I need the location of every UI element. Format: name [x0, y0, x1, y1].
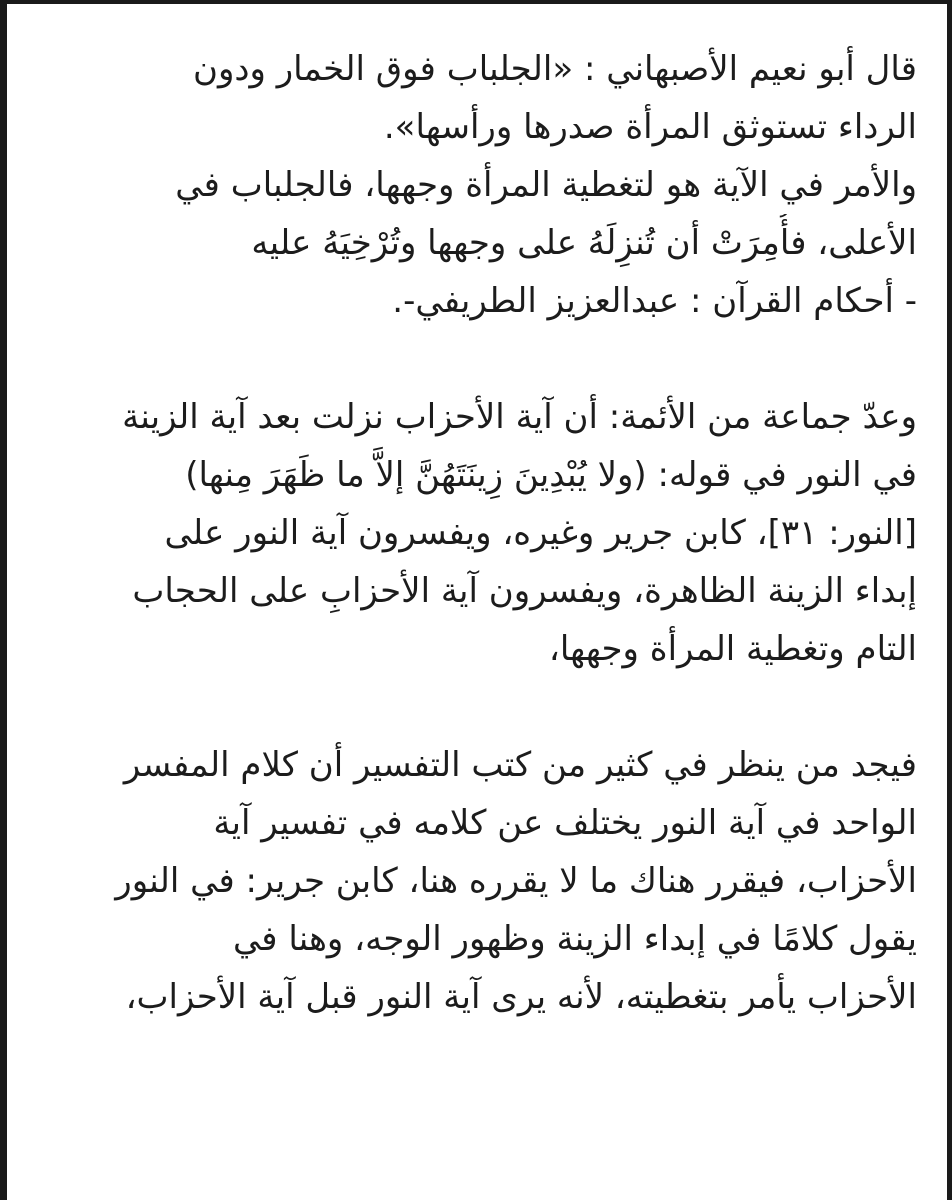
document-body [37, 40, 917, 1026]
text-line: والأمر في الآية هو لتغطية المرأة وجهها، فالجلباب في [175, 165, 917, 205]
text-line: الأحزاب يأمر بتغطيته، لأنه يرى آية النور قبل آية الأحزاب، [125, 977, 917, 1017]
text-line: في النور في قوله: (ولا يُبْدِينَ زِينَتَهُنَّ إلاَّ ما ظَهَرَ مِنها) [185, 455, 917, 495]
text-line: فيجد من ينظر في كثير من كتب التفسير أن كلام المفسر [123, 745, 917, 785]
text-line: إبداء الزينة الظاهرة، ويفسرون آية الأحزابِ على الحجاب [132, 571, 917, 611]
text-line: وعدّ جماعة من الأئمة: أن آية الأحزاب نزلت بعد آية الزينة [122, 397, 917, 437]
text-line: [النور: ٣١]، كابن جرير وغيره، ويفسرون آية النور على [164, 513, 917, 553]
text-line: الواحد في آية النور يختلف عن كلامه في تفسير آية [213, 803, 917, 843]
paragraph-spacer [37, 678, 917, 736]
text-line: الرداء تستوثق المرأة صدرها ورأسها». [383, 107, 917, 147]
citation-line: - أحكام القرآن : عبدالعزيز الطريفي-. [392, 281, 917, 321]
text-line: قال أبو نعيم الأصبهاني : «الجلباب فوق الخمار ودون [192, 49, 917, 89]
paragraph-1 [37, 40, 917, 330]
text-line: الأحزاب، فيقرر هناك ما لا يقرره هنا، كابن جرير: في النور [115, 861, 917, 901]
paragraph-3 [37, 736, 917, 1026]
paragraph-spacer [37, 330, 917, 388]
paragraph-2 [37, 388, 917, 678]
text-line: التام وتغطية المرأة وجهها، [548, 629, 917, 669]
text-line: يقول كلامًا في إبداء الزينة وظهور الوجه، وهنا في [232, 919, 917, 959]
text-line: الأعلى، فأُمِرَتْ أن تُنزِلَهُ على وجهها وتُرْخِيَهُ عليه [251, 223, 917, 263]
